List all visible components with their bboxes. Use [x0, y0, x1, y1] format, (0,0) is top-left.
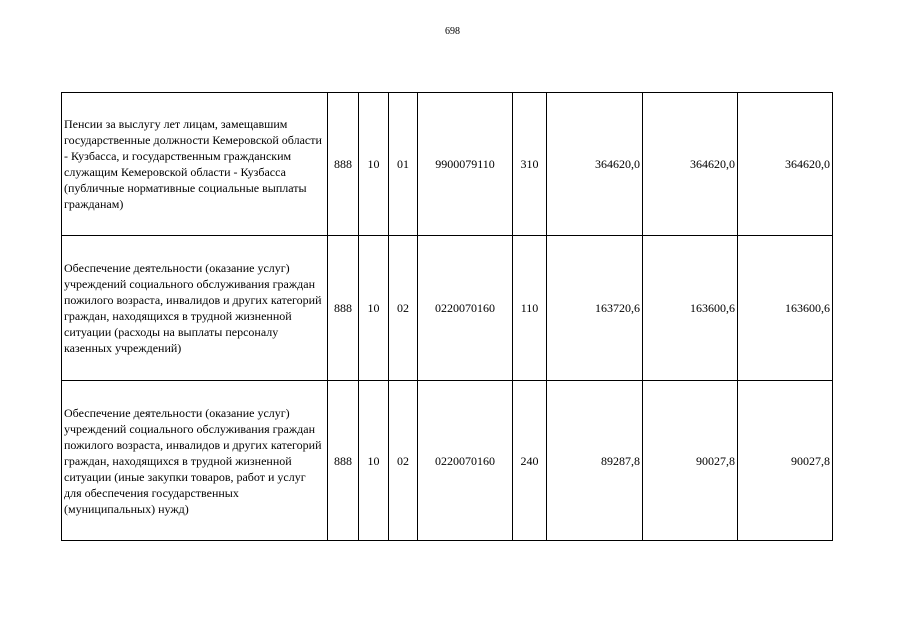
expense-type-code: 240: [513, 381, 547, 541]
expense-name: Обеспечение деятельности (оказание услуг) учреждений социального обслуживания граждан пожилого возраста, инвалидов и других категорий граждан, находящихся в трудной жизненной ситуации (иные закупки товаров, работ и услуг для обеспечения государственных (муниципальных) нужд): [62, 381, 328, 541]
expense-type-code: 310: [513, 93, 547, 236]
subsection-code: 02: [389, 236, 418, 381]
expense-type-code: 110: [513, 236, 547, 381]
amount-year-2: 163600,6: [643, 236, 738, 381]
section-code: 10: [359, 381, 389, 541]
target-article-code: 0220070160: [418, 236, 513, 381]
amount-year-3: 163600,6: [738, 236, 833, 381]
amount-year-2: 364620,0: [643, 93, 738, 236]
ministry-code: 888: [328, 236, 359, 381]
amount-year-1: 89287,8: [547, 381, 643, 541]
amount-year-1: 163720,6: [547, 236, 643, 381]
target-article-code: 0220070160: [418, 381, 513, 541]
section-code: 10: [359, 93, 389, 236]
table-row: [62, 93, 833, 236]
section-code: 10: [359, 236, 389, 381]
expense-name: Обеспечение деятельности (оказание услуг) учреждений социального обслуживания граждан пожилого возраста, инвалидов и других категорий граждан, находящихся в трудной жизненной ситуации (расходы на выплаты персоналу казенных учреждений): [62, 236, 328, 381]
ministry-code: 888: [328, 93, 359, 236]
subsection-code: 02: [389, 381, 418, 541]
subsection-code: 01: [389, 93, 418, 236]
amount-year-3: 364620,0: [738, 93, 833, 236]
table-row: [62, 381, 833, 541]
page-number: 698: [445, 26, 460, 37]
amount-year-3: 90027,8: [738, 381, 833, 541]
table-row: [62, 236, 833, 381]
target-article-code: 9900079110: [418, 93, 513, 236]
budget-table: [61, 92, 833, 541]
expense-name: Пенсии за выслугу лет лицам, замещавшим государственные должности Кемеровской области - Кузбасса, и государственным гражданским служащим Кемеровской области - Кузбасса (публичные нормативные социальные выплаты гражданам): [62, 93, 328, 236]
ministry-code: 888: [328, 381, 359, 541]
amount-year-1: 364620,0: [547, 93, 643, 236]
amount-year-2: 90027,8: [643, 381, 738, 541]
